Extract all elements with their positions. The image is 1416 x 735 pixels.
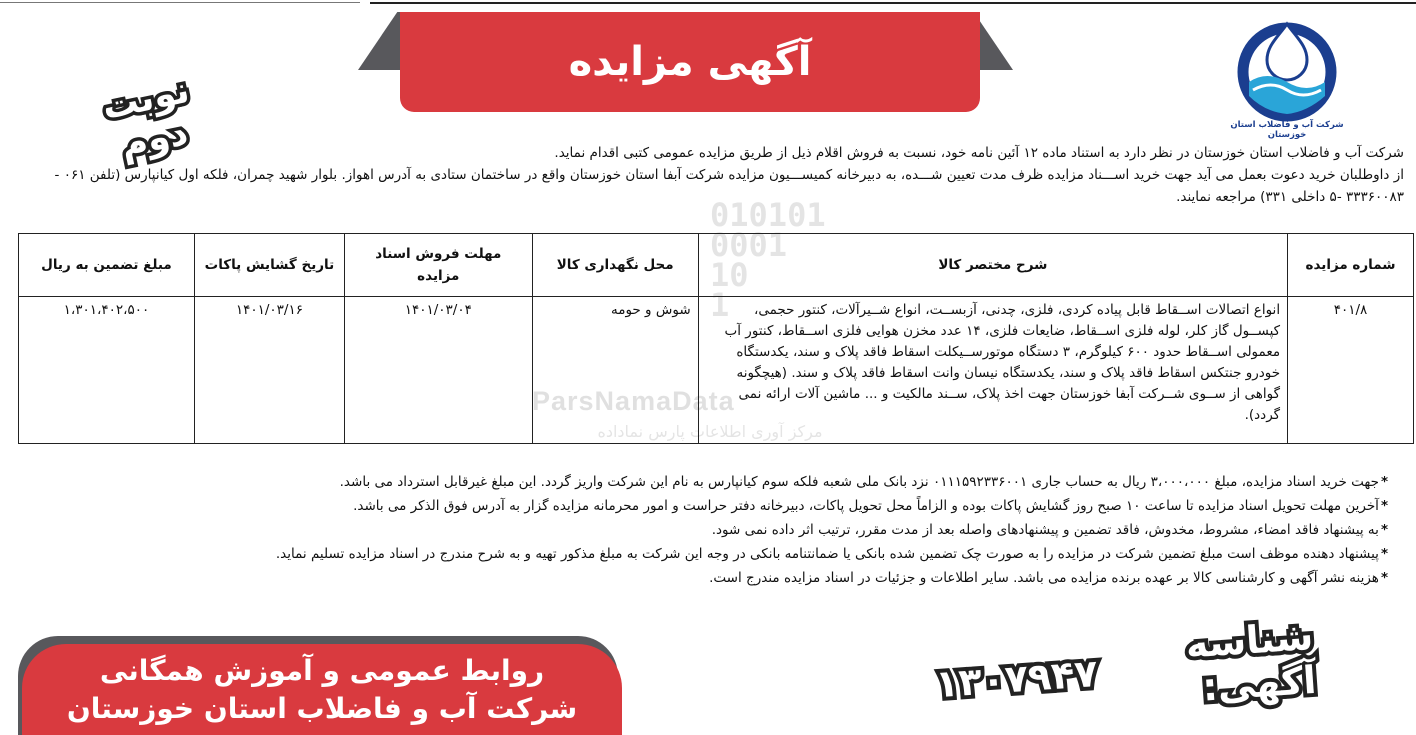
- note-text-invalid-bids: به پیشنهاد فاقد امضاء، مشروط، مخدوش، فاقد تضمین و پیشنهادهای واصله بعد از مدت مقرر، ترتیب اثر داده نمی شود.: [711, 522, 1379, 538]
- table-header-row: [19, 234, 1414, 297]
- note-item: [18, 542, 1388, 566]
- top-rule-left: [0, 2, 360, 3]
- logo-caption: شرکت آب و فاضلاب استان خوزستان: [1230, 120, 1344, 140]
- intro-line-1: شرکت آب و فاضلاب استان خوزستان در نظر دارد به استناد ماده ۱۲ آئین نامه خود، نسبت به فروش اقلام ذیل از طریق مزایده عمومی کتبی اقدام نماید.: [554, 145, 1404, 161]
- note-item: [18, 518, 1388, 542]
- note-bullet: *: [1380, 498, 1388, 514]
- note-item: [18, 494, 1388, 518]
- cell-storage-location: شوش و حومه: [532, 297, 698, 444]
- header-opening-date: تاریخ گشایش پاکات: [194, 234, 344, 297]
- table-row: [19, 297, 1414, 444]
- watermark-digits-2: 0001: [710, 226, 788, 264]
- footer-department: روابط عمومی و آموزش همگانی: [99, 653, 545, 687]
- second-notice-stamp: نوبت دوم: [98, 69, 193, 167]
- watermark-name: ParsNamaData: [532, 386, 735, 416]
- watermark-digits-3: 10: [710, 256, 749, 294]
- cell-description: انواع اتصالات اســقاط قابل پیاده کردی، فلزی، چدنی، آزبســت، انواع شــیرآلات، کنتور حجمی، کپســول گاز کلر، لوله فلزی اســقاط، ضایعات فلزی، ۱۴ عدد مخزن هوایی فلزی اســقاط، کنتور آب معمولی اســقاط حدود ۶۰۰ کیلوگرم، ۳ دستگاه موتورســیکلت اسقاط فاقد پلاک و سند، یکدستگاه خودرو جنتکس اسقاط فاقد پلاک و سند، یکدستگاه نیسان وانت اسقاط فاقد پلاک و سند. (هیچگونه گواهی از ســوی شــرکت آبفا خوزستان جهت اخذ پلاک، ســند مالکیت و ... ماشین آلات ارائه نمی گردد).: [698, 297, 1287, 444]
- header-storage-location: محل نگهداری کالا: [532, 234, 698, 297]
- watermark-digits-4: 1: [710, 286, 730, 324]
- cell-guarantee-amount: ۱،۳۰۱،۴۰۲،۵۰۰: [19, 297, 195, 444]
- notes-list: [18, 470, 1388, 590]
- note-text-costs: هزینه نشر آگهی و کارشناسی کالا بر عهده برنده مزایده می باشد. سایر اطلاعات و جزئیات در اسناد مزایده مندرج است.: [709, 570, 1379, 586]
- watermark-subtitle: مرکز آوری اطلاعات پارس نماداده: [597, 422, 823, 441]
- note-bullet: *: [1380, 522, 1388, 538]
- cell-auction-number: ۴۰۱/۸: [1288, 297, 1414, 444]
- page-title: آگهی مزایده: [568, 39, 812, 85]
- footer-banner: [22, 644, 622, 735]
- auction-table: [18, 233, 1414, 444]
- header-sale-deadline: مهلت فروش اسناد مزایده: [344, 234, 532, 297]
- header-description: شرح مختصر کالا: [698, 234, 1287, 297]
- header-guarantee-amount: مبلغ تضمین به ریال: [19, 234, 195, 297]
- cell-opening-date: ۱۴۰۱/۰۳/۱۶: [194, 297, 344, 444]
- company-logo: [1212, 16, 1362, 140]
- note-item: [18, 566, 1388, 590]
- ad-id: [933, 613, 1318, 719]
- note-text-purchase: جهت خرید اسناد مزایده، مبلغ ۳،۰۰۰،۰۰۰ ریال به حساب جاری ۰۱۱۱۵۹۲۳۳۶۰۰۱ نزد بانک ملی شعبه فلکه سوم کیانپارس به نام این شرکت واریز گردد. این مبلغ غیرقابل استرداد می باشد.: [339, 474, 1379, 490]
- intro-line-2: از داوطلبان خرید دعوت بعمل می آید جهت خرید اســـناد مزایده ظرف مدت تعیین شـــده، به دبیرخانه کمیســـیون مزایده شرکت آبفا استان خوزستان واقع در ساختمان ستادی به آدرس اهواز. بلوار شهید چمران، فلکه اول کیانپارس (تلفن ۰۶۱ - ۳۳۳۶۰۰۸۳ -۵ داخلی ۳۳۱) مراجعه نمایند.: [54, 167, 1404, 205]
- watermark-digits-1: 010101: [710, 196, 826, 234]
- water-drop-logo-icon: [1227, 16, 1347, 124]
- note-bullet: *: [1380, 570, 1388, 586]
- note-text-guarantee: پیشنهاد دهنده موظف است مبلغ تضمین شرکت در مزایده را به صورت چک تضمین شده بانکی یا ضمانتنامه بانکی در وجه این شرکت به مبلغ مذکور تهیه و به شرح مندرج در اسناد مزایده تسلیم نماید.: [275, 546, 1379, 562]
- intro-paragraph: [18, 142, 1404, 208]
- ad-id-label: شناسه آگهی:: [1184, 613, 1318, 710]
- cell-sale-deadline: ۱۴۰۱/۰۳/۰۴: [344, 297, 532, 444]
- ad-id-value: ۱۳۰۷۹۴۷: [933, 650, 1099, 707]
- footer-company: شرکت آب و فاضلاب استان خوزستان: [66, 691, 578, 725]
- note-text-deadline: آخرین مهلت تحویل اسناد مزایده تا ساعت ۱۰ صبح روز گشایش پاکات بوده و الزاماً محل تحویل پاکات، دبیرخانه دفتر حراست و امور محرمانه مزایده گزار به آدرس فوق الذکر می باشد.: [353, 498, 1379, 514]
- header-auction-number: شماره مزایده: [1288, 234, 1414, 297]
- top-rule: [370, 2, 1416, 4]
- note-bullet: *: [1380, 474, 1388, 490]
- note-bullet: *: [1380, 546, 1388, 562]
- title-banner: [400, 12, 980, 112]
- note-item: [18, 470, 1388, 494]
